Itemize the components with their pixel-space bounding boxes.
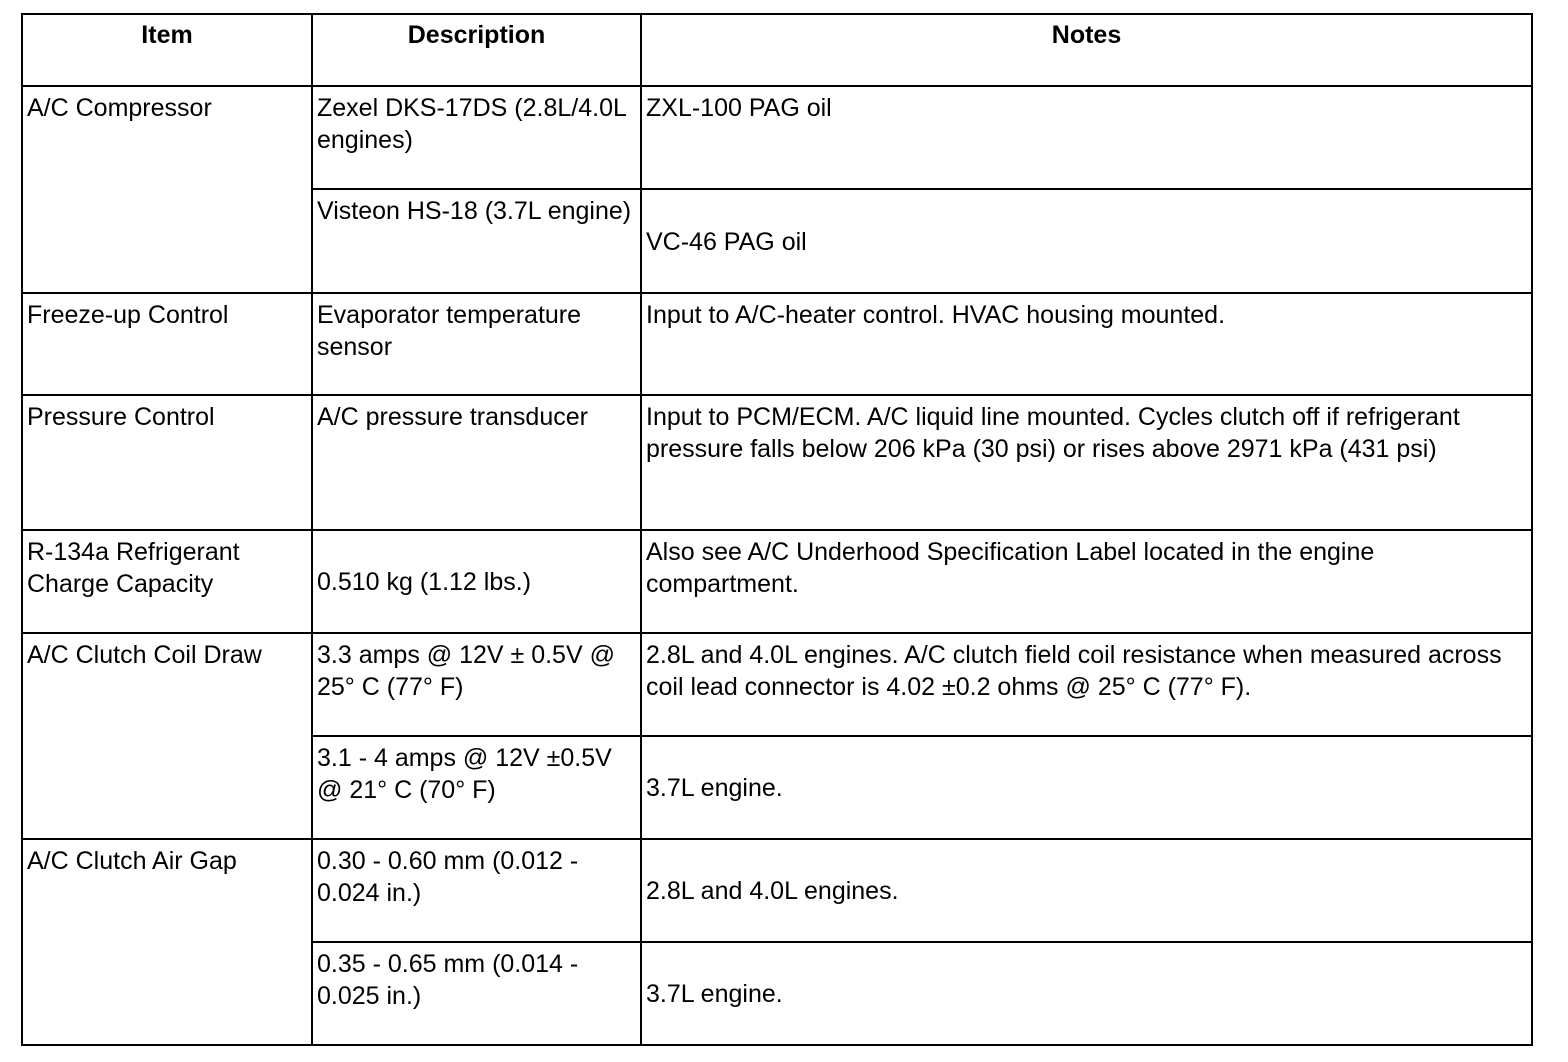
description-cell: A/C pressure transducer xyxy=(312,395,641,530)
spec-table xyxy=(21,13,1533,1046)
table-row xyxy=(22,839,1532,942)
header-description: Description xyxy=(312,14,641,86)
description-cell: 0.510 kg (1.12 lbs.) xyxy=(312,530,641,633)
notes-cell: VC-46 PAG oil xyxy=(641,189,1532,293)
header-notes: Notes xyxy=(641,14,1532,86)
header-row xyxy=(22,14,1532,86)
item-cell: Freeze-up Control xyxy=(22,293,312,395)
table-row xyxy=(22,395,1532,530)
header-item: Item xyxy=(22,14,312,86)
notes-cell: Also see A/C Underhood Specification Label located in the engine compartment. xyxy=(641,530,1532,633)
description-cell: 0.35 - 0.65 mm (0.014 - 0.025 in.) xyxy=(312,942,641,1045)
description-cell: 3.3 amps @ 12V ± 0.5V @ 25° C (77° F) xyxy=(312,633,641,736)
description-cell: Zexel DKS-17DS (2.8L/4.0L engines) xyxy=(312,86,641,189)
notes-cell: 3.7L engine. xyxy=(641,942,1532,1045)
notes-cell: Input to A/C-heater control. HVAC housing mounted. xyxy=(641,293,1532,395)
item-cell: R-134a Refrigerant Charge Capacity xyxy=(22,530,312,633)
notes-cell: 2.8L and 4.0L engines. xyxy=(641,839,1532,942)
notes-cell: 3.7L engine. xyxy=(641,736,1532,839)
item-cell: A/C Clutch Coil Draw xyxy=(22,633,312,839)
table-row xyxy=(22,86,1532,189)
description-cell: 3.1 - 4 amps @ 12V ±0.5V @ 21° C (70° F) xyxy=(312,736,641,839)
table-row xyxy=(22,633,1532,736)
notes-cell: ZXL-100 PAG oil xyxy=(641,86,1532,189)
table-row xyxy=(22,530,1532,633)
notes-cell: 2.8L and 4.0L engines. A/C clutch field coil resistance when measured across coil lead connector is 4.02 ±0.2 ohms @ 25° C (77° F). xyxy=(641,633,1532,736)
description-cell: Visteon HS-18 (3.7L engine) xyxy=(312,189,641,293)
item-cell: Pressure Control xyxy=(22,395,312,530)
notes-cell: Input to PCM/ECM. A/C liquid line mounted. Cycles clutch off if refrigerant pressure falls below 206 kPa (30 psi) or rises above 2971 kPa (431 psi) xyxy=(641,395,1532,530)
table-row xyxy=(22,293,1532,395)
description-cell: 0.30 - 0.60 mm (0.012 - 0.024 in.) xyxy=(312,839,641,942)
item-cell: A/C Clutch Air Gap xyxy=(22,839,312,1045)
item-cell: A/C Compressor xyxy=(22,86,312,293)
description-cell: Evaporator temperature sensor xyxy=(312,293,641,395)
